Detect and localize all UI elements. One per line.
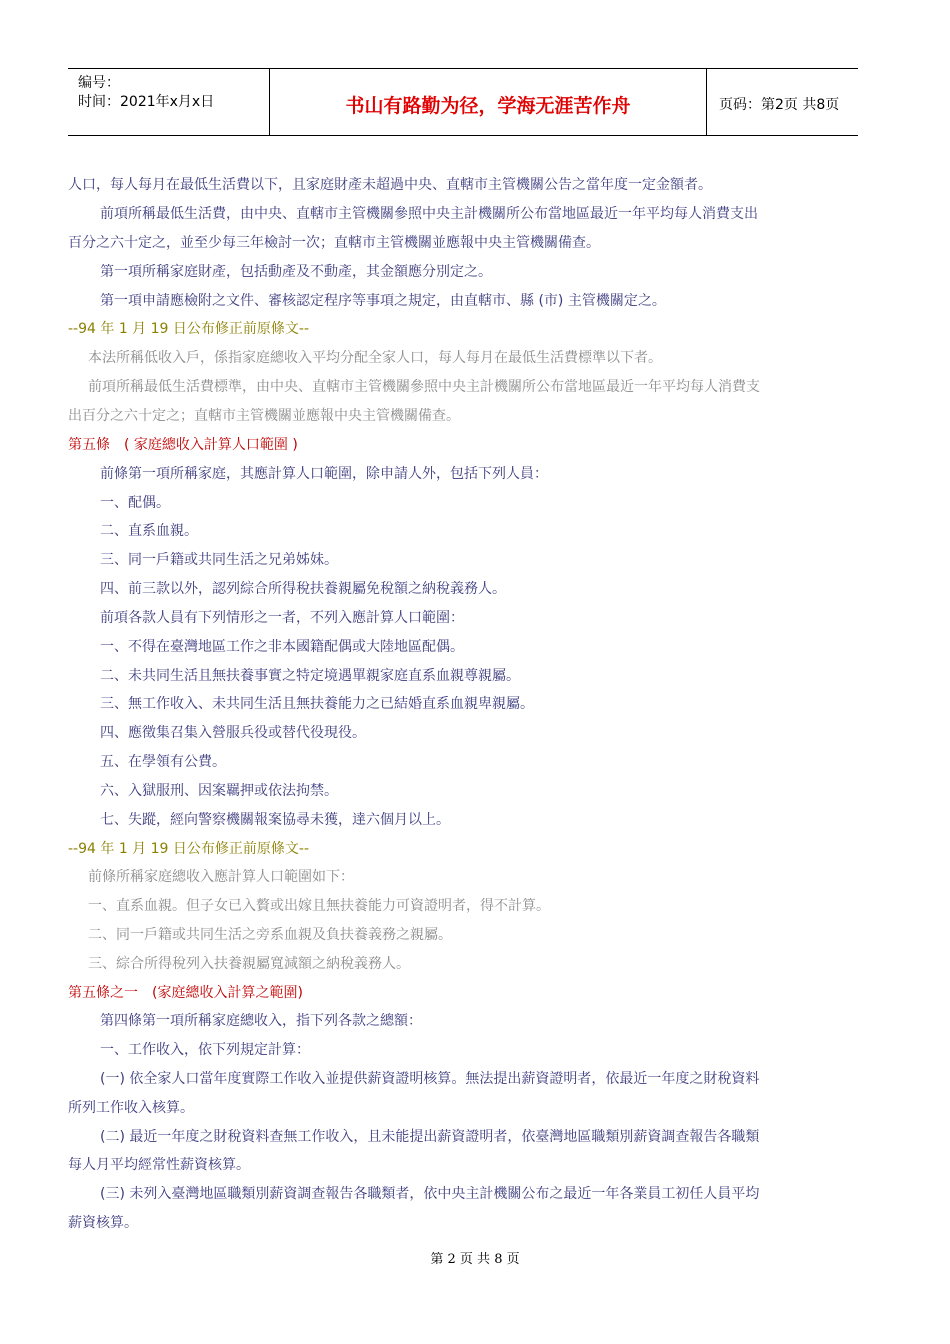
old-text-line: 三、綜合所得稅列入扶養親屬寬減額之納稅義務人。 (88, 956, 410, 972)
old-text-line: 出百分之六十定之；直轄市主管機關並應報中央主管機關備查。 (68, 408, 460, 424)
text-line: 五、在學領有公費。 (100, 754, 226, 770)
old-text-line: 前項所稱最低生活費標準，由中央、直轄市主管機關參照中央主計機關所公布當地區最近一年平均每人消費支 (88, 379, 760, 395)
text-line: 七、失蹤，經向警察機關報案協尋未獲，達六個月以上。 (100, 812, 450, 828)
text-line: 一、不得在臺灣地區工作之非本國籍配偶或大陸地區配偶。 (100, 639, 464, 655)
old-text-line: 本法所稱低收入戶，係指家庭總收入平均分配全家人口，每人每月在最低生活費標準以下者。 (88, 350, 662, 366)
amendment-note: --94 年 1 月 19 日公布修正前原條文-- (68, 321, 309, 337)
amendment-note: --94 年 1 月 19 日公布修正前原條文-- (68, 841, 309, 857)
text-line: 三、同一戶籍或共同生活之兄弟姊妹。 (100, 552, 338, 568)
text-line: 薪資核算。 (68, 1215, 138, 1231)
article-heading: 第五條之一 (家庭總收入計算之範圍) (68, 985, 303, 1001)
text-line: 人口，每人每月在最低生活費以下，且家庭財產未超過中央、直轄市主管機關公告之當年度一定金額者。 (68, 177, 712, 193)
document-header (68, 68, 858, 136)
old-text-line: 一、直系血親。但子女已入贅或出嫁且無扶養能力可資證明者，得不計算。 (88, 898, 550, 914)
header-info-cell (68, 69, 270, 135)
text-line: 前條第一項所稱家庭，其應計算人口範圍，除申請人外，包括下列人員： (100, 466, 548, 482)
text-line: 二、未共同生活且無扶養事實之特定境遇單親家庭直系血親尊親屬。 (100, 668, 520, 684)
text-line: 所列工作收入核算。 (68, 1100, 194, 1116)
header-page-cell (707, 69, 858, 135)
article-heading: 第五條 ( 家庭總收入計算人口範圍 ) (68, 437, 298, 453)
page-footer: 第 2 页 共 8 页 (430, 1252, 520, 1267)
time-label: 时间：2021年x月x日 (78, 94, 215, 110)
old-text-line: 前條所稱家庭總收入應計算人口範圍如下： (88, 869, 354, 885)
text-line: 第四條第一項所稱家庭總收入，指下列各款之總額： (100, 1013, 422, 1029)
page-indicator: 页码：第2页 共8页 (719, 97, 840, 113)
doc-number-label: 编号： (78, 75, 120, 91)
text-line: 四、前三款以外，認列綜合所得稅扶養親屬免稅額之納稅義務人。 (100, 581, 506, 597)
motto: 书山有路勤为径，学海无涯苦作舟 (345, 95, 631, 117)
text-line: 每人月平均經常性薪資核算。 (68, 1157, 250, 1173)
text-line: 一、工作收入，依下列規定計算： (100, 1042, 310, 1058)
text-line: 前項所稱最低生活費，由中央、直轄市主管機關參照中央主計機關所公布當地區最近一年平均每人消費支出 (100, 206, 758, 222)
old-text-line: 二、同一戶籍或共同生活之旁系血親及負扶養義務之親屬。 (88, 927, 452, 943)
text-line: 二、直系血親。 (100, 523, 198, 539)
text-line: 百分之六十定之，並至少每三年檢討一次；直轄市主管機關並應報中央主管機關備查。 (68, 235, 600, 251)
text-line: 四、應徵集召集入營服兵役或替代役現役。 (100, 725, 366, 741)
text-line: 三、無工作收入、未共同生活且無扶養能力之已結婚直系血親卑親屬。 (100, 696, 534, 712)
text-line: (二) 最近一年度之財稅資料查無工作收入，且未能提出薪資證明者，依臺灣地區職類別薪資調查報告各職類 (100, 1129, 760, 1145)
text-line: 前項各款人員有下列情形之一者，不列入應計算人口範圍： (100, 610, 464, 626)
text-line: 第一項所稱家庭財產，包括動產及不動產，其金額應分別定之。 (100, 264, 492, 280)
text-line: (三) 未列入臺灣地區職類別薪資調查報告各職類者，依中央主計機關公布之最近一年各業員工初任人員平均 (100, 1186, 760, 1202)
text-line: 六、入獄服刑、因案羈押或依法拘禁。 (100, 783, 338, 799)
text-line: (一) 依全家人口當年度實際工作收入並提供薪資證明核算。無法提出薪資證明者，依最近一年度之財稅資料 (100, 1071, 760, 1087)
text-line: 第一項申請應檢附之文件、審核認定程序等事項之規定，由直轄市、縣 (市) 主管機關定之。 (100, 293, 666, 309)
header-motto-cell (270, 69, 707, 135)
text-line: 一、配偶。 (100, 495, 170, 511)
